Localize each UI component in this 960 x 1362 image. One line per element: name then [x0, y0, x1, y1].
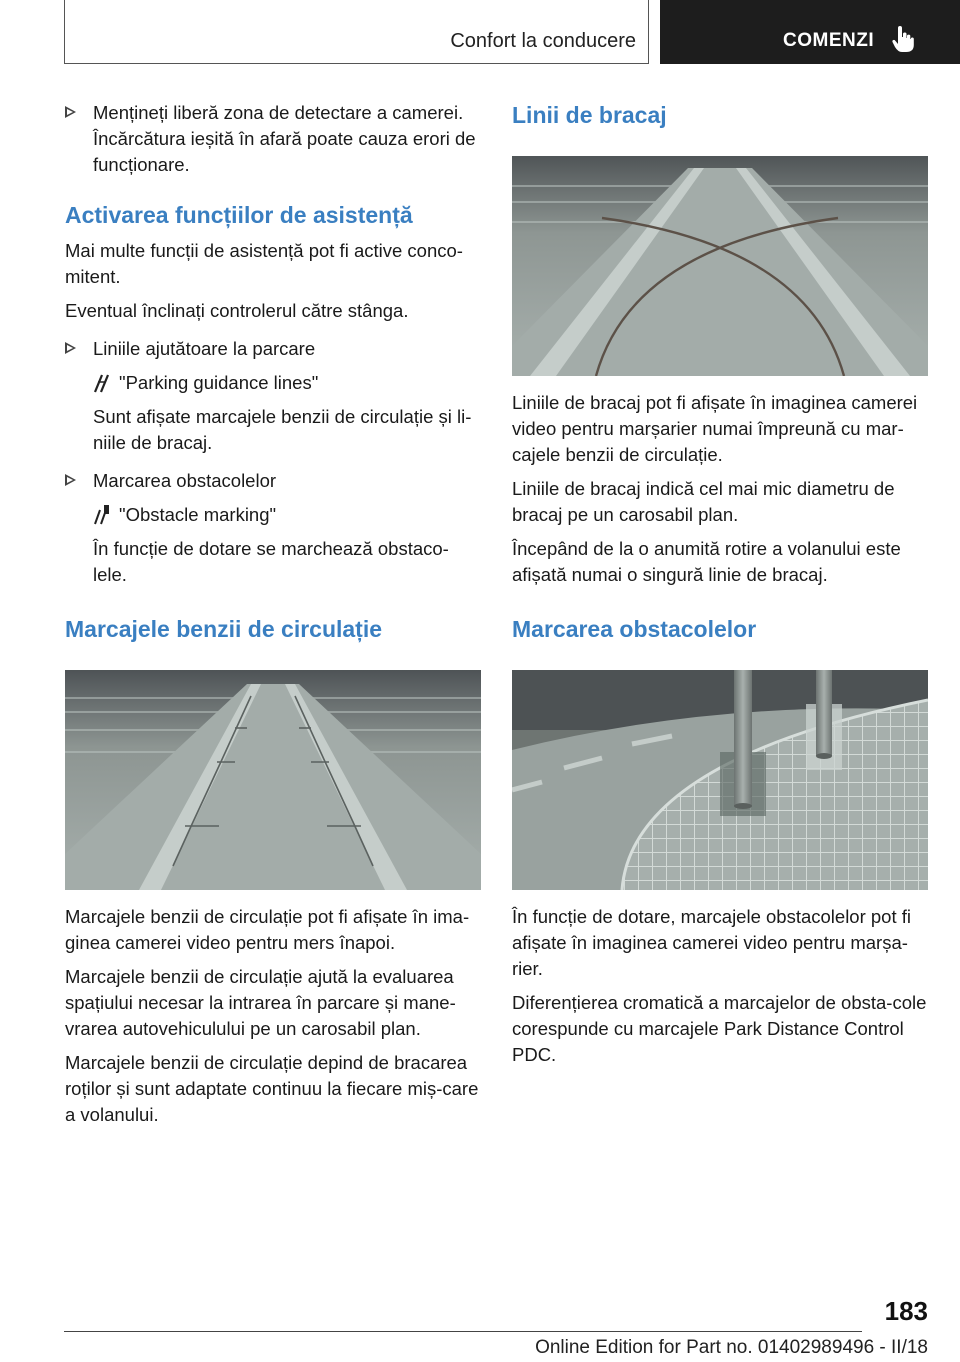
footer-divider	[64, 1331, 862, 1332]
paragraph: Marcajele benzii de circulație ajută la evaluarea spațiului necesar la intrarea în parcare și mane-vrarea autovehiculului pe un carosabil plan.	[65, 966, 456, 1039]
paragraph: Mai multe funcții de asistență pot fi active conco-mitent.	[65, 240, 463, 287]
menu-item-parking-lines[interactable]	[93, 370, 481, 396]
chapter-tab[interactable]	[660, 0, 960, 64]
triangle-bullet-icon	[65, 474, 76, 486]
list-item	[65, 100, 481, 178]
lane-markings-camera-image	[65, 670, 481, 890]
bullet-text: În funcție de dotare se marchează obstaco-lele.	[93, 538, 449, 585]
triangle-bullet-icon	[65, 342, 76, 354]
page-number: 183	[884, 1296, 928, 1326]
paragraph: Marcajele benzii de circulație pot fi afișate în ima-ginea camerei video pentru mers înapoi.	[65, 906, 470, 953]
list-item-obstacle-marking	[65, 468, 481, 588]
menu-item-label: "Parking guidance lines"	[119, 372, 319, 393]
triangle-bullet-icon	[65, 106, 76, 118]
left-column	[65, 100, 481, 1136]
bullet-title: Liniile ajutătoare la parcare	[93, 338, 316, 359]
header-frame	[64, 0, 649, 64]
heading-lane-markings: Marcajele benzii de circulație	[65, 616, 383, 642]
bullet-text: Sunt afișate marcajele benzii de circulație și li-niile de bracaj.	[93, 406, 472, 453]
heading-activate-assist: Activarea funcțiilor de asistență	[65, 202, 413, 228]
paragraph: Începând de la o anumită rotire a volanului este afișată numai o singură linie de bracaj.	[512, 538, 901, 585]
menu-item-label: "Obstacle marking"	[119, 504, 277, 525]
obstacle-marking-icon	[93, 504, 111, 526]
paragraph: Diferențierea cromatică a marcajelor de obsta-cole corespunde cu marcajele Park Distance Control PDC.	[512, 992, 927, 1065]
parking-lines-icon	[93, 372, 111, 394]
footer-edition: Online Edition for Part no. 01402989496 - II/18	[535, 1337, 928, 1358]
paragraph: Liniile de bracaj pot fi afișate în imaginea camerei video pentru marșarier numai împreună cu mar-cajele benzii de circulație.	[512, 392, 918, 465]
bullet-text: Mențineți liberă zona de detectare a camerei. Încărcătura ieșită în afară poate cauza erori de funcționare.	[93, 102, 476, 175]
turning-lines-camera-image	[512, 156, 928, 376]
list-item-parking-lines	[65, 336, 481, 456]
obstacle-marking-camera-image	[512, 670, 928, 890]
paragraph: Eventual înclinați controlerul către stânga.	[65, 300, 409, 321]
paragraph: Marcajele benzii de circulație depind de bracarea roților și sunt adaptate continuu la fiecare miș-care a volanului.	[65, 1052, 479, 1125]
heading-turning-lines: Linii de bracaj	[512, 102, 667, 128]
paragraph: În funcție de dotare, marcajele obstacolelor pot fi afișate în imaginea camerei video pentru marșa-rier.	[512, 906, 912, 979]
hand-pointer-icon	[892, 26, 914, 52]
paragraph: Liniile de bracaj indică cel mai mic diametru de bracaj pe un carosabil plan.	[512, 478, 895, 525]
section-title: Confort la conducere	[450, 30, 636, 52]
chapter-tab-label: COMENZI	[783, 30, 875, 51]
bullet-title: Marcarea obstacolelor	[93, 470, 277, 491]
right-column	[512, 100, 928, 1076]
heading-obstacle-marking: Marcarea obstacolelor	[512, 616, 757, 642]
menu-item-obstacle-marking[interactable]	[93, 502, 481, 528]
